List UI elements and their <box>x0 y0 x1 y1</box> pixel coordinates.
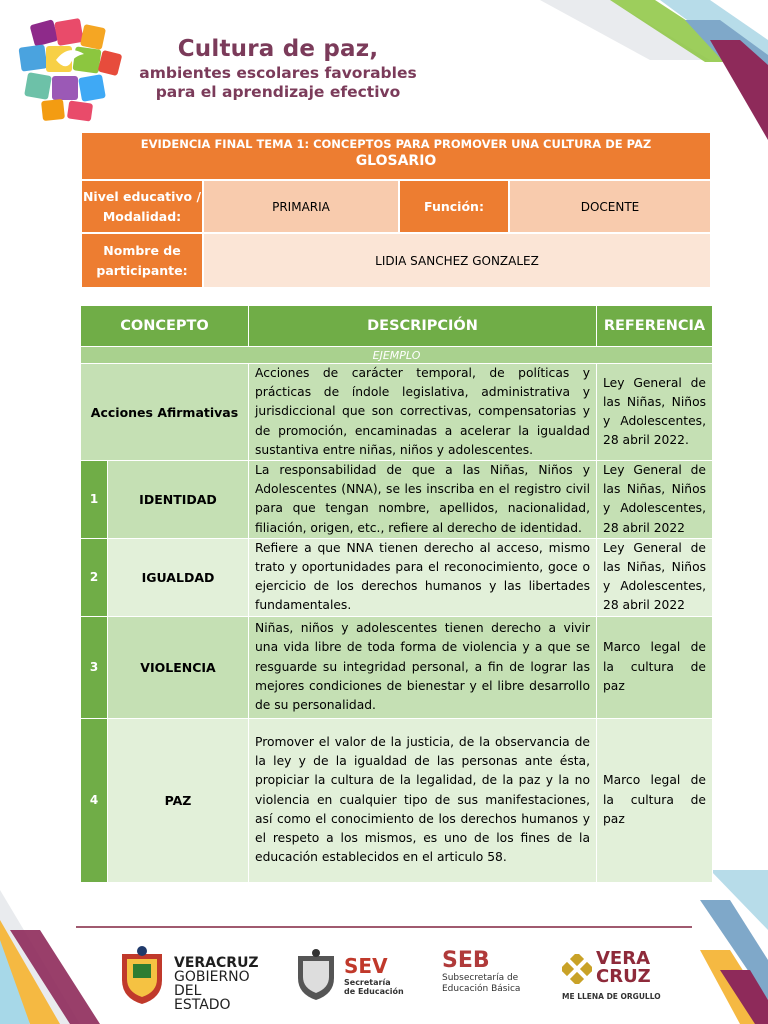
footer-divider <box>76 926 692 928</box>
row-number: 2 <box>81 538 108 616</box>
row-description: Refiere a que NNA tienen derecho al acceso, mismo trato y oportunidades para el reconocimiento, goce o ejercicio de los derechos humanos y las libertades fundamentales. <box>249 538 597 616</box>
page-header-title <box>128 36 428 101</box>
title-line-1: Cultura de paz, <box>177 36 379 62</box>
cruz-label: CRUZ <box>596 966 651 987</box>
sev-shield-icon <box>294 948 338 1004</box>
nombre-value: LIDIA SANCHEZ GONZALEZ <box>203 233 711 288</box>
row-concept: PAZ <box>108 718 249 882</box>
veracruz-shield-icon <box>118 944 166 1006</box>
table-row <box>81 616 713 718</box>
veracruz-label: VERACRUZ <box>174 955 259 971</box>
nivel-value: PRIMARIA <box>203 180 399 233</box>
example-description: Acciones de carácter temporal, de políticas y prácticas de índole legislativa, administrativa y jurisdiccional que son correctivas, compensatorias y de promoción, encaminadas a acelerar la igualdad sustantiva entre niñas, niños y adolescentes. <box>249 364 597 461</box>
concept-column-header: CONCEPTO <box>81 306 249 347</box>
vera-label: VERA <box>596 948 651 969</box>
row-number: 4 <box>81 718 108 882</box>
row-description: Niñas, niños y adolescentes tienen derecho a vivir una vida libre de toda forma de violencia y a que se resguarde su integridad personal, a fin de lograr las mejores condiciones de bienestar y el libre desarrollo de su personalidad. <box>249 616 597 718</box>
glossary-table <box>80 305 713 883</box>
row-reference: Marco legal de la cultura de paz <box>597 616 713 718</box>
row-number: 1 <box>81 461 108 539</box>
row-number: 3 <box>81 616 108 718</box>
table-row <box>81 461 713 539</box>
funcion-value: DOCENTE <box>509 180 711 233</box>
row-reference: Marco legal de la cultura de paz <box>597 718 713 882</box>
example-label: EJEMPLO <box>81 347 713 364</box>
del-estado-label: DEL ESTADO <box>174 983 231 1013</box>
row-concept: IGUALDAD <box>108 538 249 616</box>
seb-acronym: SEB <box>442 948 490 973</box>
sev-logo <box>294 944 414 1008</box>
veracruz-orgullo-logo <box>562 944 662 1008</box>
star-pattern-icon <box>562 954 592 984</box>
nivel-label: Nivel educativo / Modalidad: <box>81 180 203 233</box>
row-description: Promover el valor de la justicia, de la observancia de la ley y de la igualdad de las personas ante ésta, propiciar la cultura de la legalidad, de la paz y la no violencia en cualquier tipo de sus manifestaciones, así como el conocimiento de los derechos humanos y el respeto a los mismos, es uno de los fines de la educación establecidos en el articulo 58. <box>249 718 597 882</box>
funcion-label: Función: <box>399 180 509 233</box>
example-reference: Ley General de las Niñas, Niños y Adolescentes, 28 abril 2022. <box>597 364 713 461</box>
row-reference: Ley General de las Niñas, Niños y Adolescentes, 28 abril 2022 <box>597 538 713 616</box>
description-column-header: DESCRIPCIÓN <box>249 306 597 347</box>
row-reference: Ley General de las Niñas, Niños y Adolescentes, 28 abril 2022 <box>597 461 713 539</box>
title-line-2: ambientes escolares favorables <box>139 64 417 82</box>
sev-acronym: SEV <box>344 954 388 978</box>
table-row <box>81 538 713 616</box>
nombre-label: Nombre de participante: <box>81 233 203 288</box>
veracruz-gobierno-logo <box>118 944 259 1013</box>
gobierno-label: GOBIERNO <box>174 969 250 985</box>
title-line-3: para el aprendizaje efectivo <box>155 83 401 101</box>
top-right-decoration <box>480 0 768 140</box>
example-row <box>81 364 713 461</box>
orgullo-tagline: ME LLENA DE ORGULLO <box>562 992 661 1001</box>
row-concept: VIOLENCIA <box>108 616 249 718</box>
sev-line-1: Secretaría <box>344 978 391 987</box>
sev-line-2: de Educación <box>344 987 404 996</box>
evidence-heading: EVIDENCIA FINAL TEMA 1: CONCEPTOS PARA PROMOVER UNA CULTURA DE PAZ <box>140 137 652 151</box>
row-description: La responsabilidad de que a las Niñas, Niños y Adolescentes (NNA), se les inscriba en el registro civil para que tengan nombre, apellidos, nacionalidad, filiación, origen, etc., refiere al derecho de identidad. <box>249 461 597 539</box>
table-row <box>81 718 713 882</box>
reference-column-header: REFERENCIA <box>597 306 713 347</box>
cultura-de-paz-logo <box>16 16 124 124</box>
seb-line-1: Subsecretaría de <box>442 973 519 983</box>
bottom-right-decoration <box>660 870 768 1024</box>
seb-logo <box>442 944 542 1008</box>
evidence-heading-cell <box>81 132 711 180</box>
evidence-info-table <box>80 131 712 289</box>
example-concept: Acciones Afirmativas <box>81 364 249 461</box>
seb-line-2: Educación Básica <box>442 984 521 994</box>
glosario-heading: GLOSARIO <box>355 153 437 169</box>
row-concept: IDENTIDAD <box>108 461 249 539</box>
